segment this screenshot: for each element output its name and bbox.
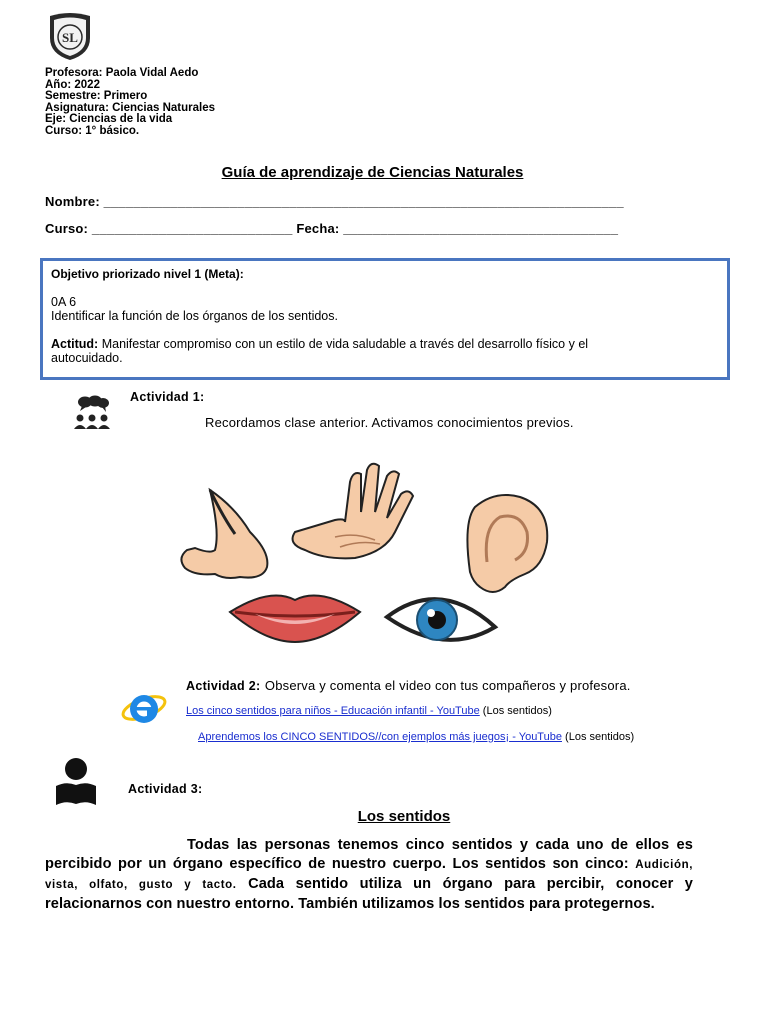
attitude-line1: Manifestar compromiso con un estilo de vida saludable a través del desarrollo físico y el [101,337,589,351]
school-crest-logo [46,12,94,62]
internet-explorer-icon [120,688,168,728]
ear-image [467,495,547,592]
course-date-field[interactable]: Curso: ___________________________ Fecha: _____________________________________ [45,221,619,236]
activity2-text: Observa y comenta el video con tus compañeros y profesora. [264,678,631,693]
paragraph-part1: Todas las personas tenemos cinco sentidos y cada uno de ellos es percibido por un órgano específico de nuestro cuerpo. Los sentidos son cinco: [45,837,693,872]
section-title: Los sentidos [357,808,451,825]
crest-letters: SL [62,30,78,45]
activity2-line [186,677,631,695]
reading-person-icon [54,756,98,806]
lips-image [230,596,360,642]
nose-image [181,490,267,578]
attitude-line2: autocuidado. [51,351,123,365]
video-link-2-note: (Los sentidos) [565,731,635,743]
axis-line: Eje: Ciencias de la vida [45,113,173,126]
activity2-label: Actividad 2: [186,679,261,693]
page-title: Guía de aprendizaje de Ciencias Naturales [221,164,524,181]
objective-code: 0A 6 [51,295,77,309]
video-link-1-line [186,705,552,717]
objective-heading: Objetivo priorizado nivel 1 (Meta): [51,267,244,281]
attitude-label: Actitud: [51,337,99,351]
activity1-text: Recordamos clase anterior. Activamos conocimientos previos. [205,415,574,430]
header-info [45,68,215,138]
objective-text: Identificar la función de los órganos de los sentidos. [51,309,338,323]
eye-image [387,599,495,640]
course-line: Curso: 1° básico. [45,124,140,137]
semester-line: Semestre: Primero [45,90,148,103]
name-field[interactable]: Nombre: ______________________________________________________________________ [45,194,624,209]
senses-paragraph [45,836,693,914]
hand-image [293,464,413,559]
senses-list: Audición, vista, olfato, gusto y tacto. [45,859,693,891]
attitude-text [51,337,721,365]
objective-box [40,258,730,380]
paragraph-part2: Cada sentido utiliza un órgano para percibir, conocer y relacionarnos con nuestro entorno. También utilizamos los sentidos para protegernos. [45,876,694,912]
activity3-label: Actividad 3: [128,782,203,796]
subject-line: Asignatura: Ciencias Naturales [45,101,216,114]
year-line: Año: 2022 [45,78,100,91]
activity1-label: Actividad 1: [130,390,205,404]
senses-illustration [175,462,565,652]
video-link-1-note: (Los sentidos) [482,705,552,717]
video-link-1[interactable]: Los cinco sentidos para niños - Educación infantil - YouTube [186,705,480,717]
teacher-line: Profesora: Paola Vidal Aedo [45,67,199,79]
discussion-group-icon [72,394,118,430]
video-link-2-line [198,731,634,743]
video-link-2[interactable]: Aprendemos los CINCO SENTIDOS//con ejemplos más juegos¡ - YouTube [198,731,562,743]
